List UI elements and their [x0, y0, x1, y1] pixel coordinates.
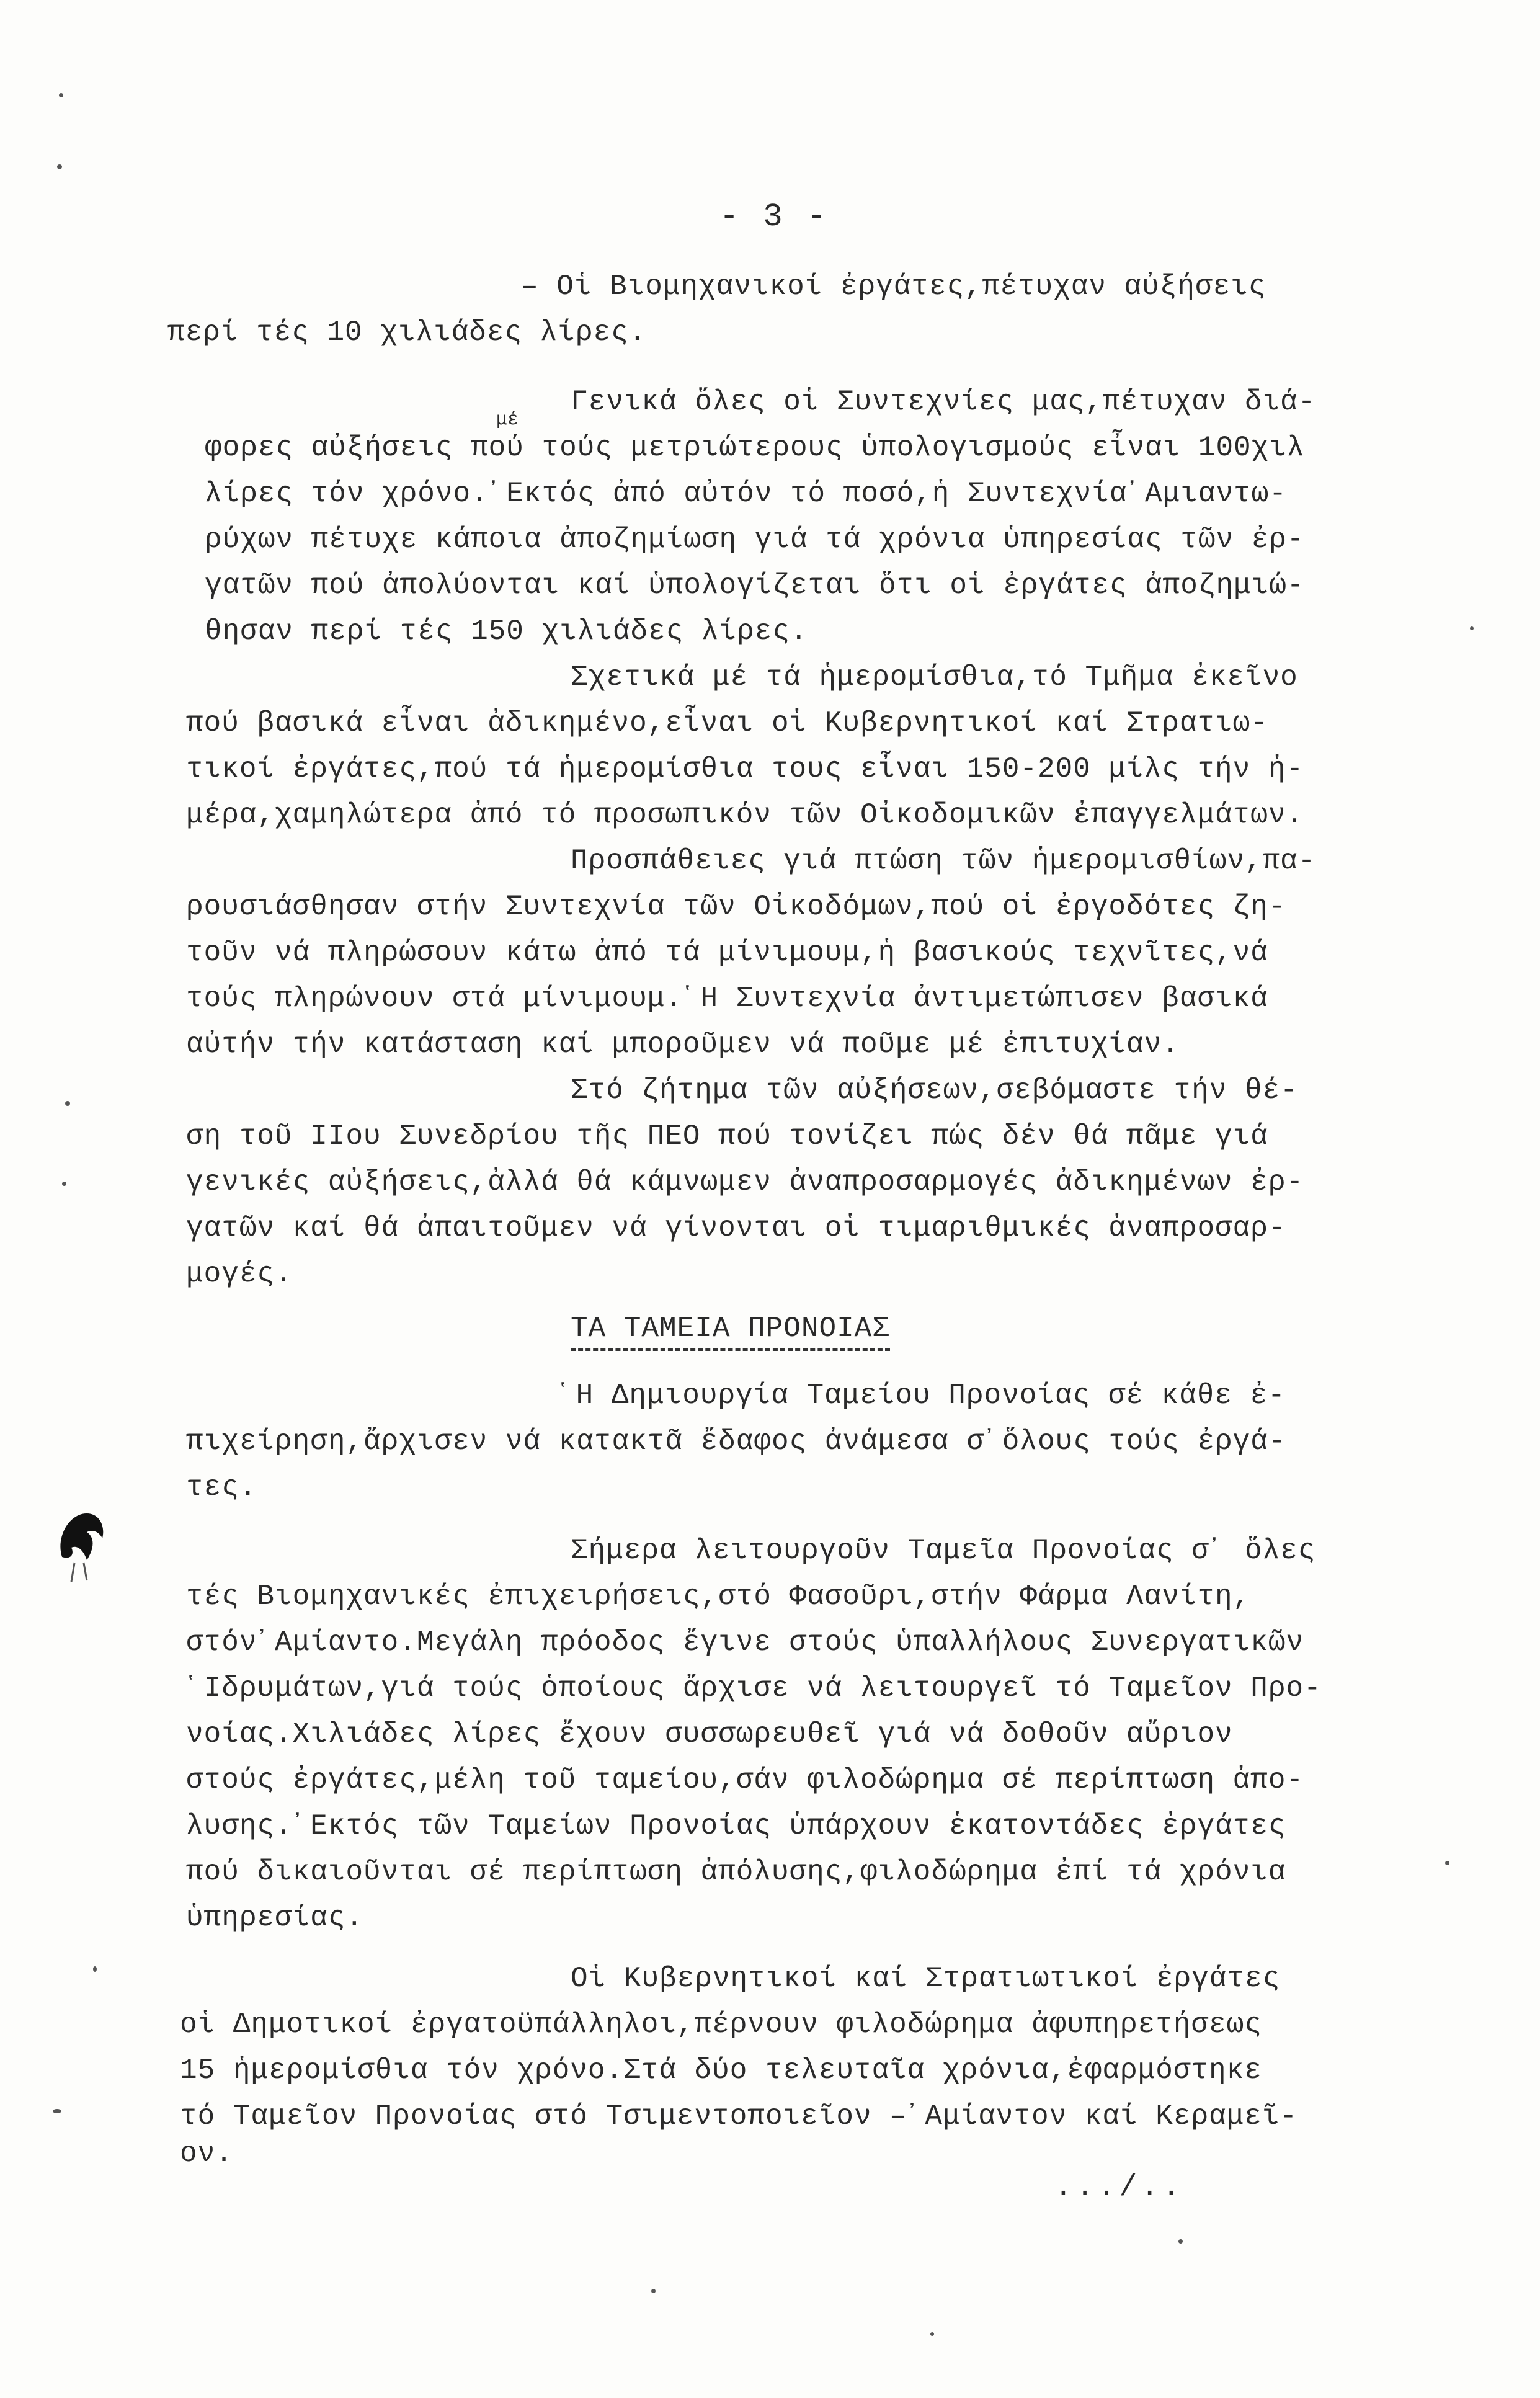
- speck: [53, 2109, 61, 2113]
- paragraph-line: μέρα,χαμηλώτερα ἀπό τό προσωπικόν τῶν Οἰκοδομικῶν ἐπαγγελμάτων.: [186, 799, 1304, 831]
- paragraph-line: τοῦν νά πληρώσουν κάτω ἀπό τά μίνιμουμ,ἡ βασικούς τεχνῖτες,νά: [186, 937, 1268, 969]
- speck: [65, 1101, 70, 1106]
- speck: [1470, 626, 1474, 630]
- paragraph-line: ῾Η Δημιουργία Ταμείου Προνοίας σέ κάθε ἐ-: [558, 1380, 1286, 1412]
- paragraph-line: ῾Ιδρυμάτων,γιά τούς ὁποίους ἄρχισε νά λειτουργεῖ τό Ταμεῖον Προ-: [186, 1672, 1322, 1705]
- speck: [57, 164, 62, 169]
- paragraph-line: γατῶν καί θά ἀπαιτοῦμεν νά γίνονται οἱ τιμαριθμικές ἀναπροσαρ-: [186, 1212, 1286, 1244]
- paragraph-line: περί τές 10 χιλιάδες λίρες.: [167, 316, 647, 349]
- continuation-mark: .../..: [1054, 2171, 1184, 2204]
- paragraph-line: αὐτήν τήν κατάσταση καί μποροῦμεν νά ποῦμε μέ ἐπιτυχίαν.: [186, 1028, 1180, 1061]
- speck: [62, 1182, 66, 1186]
- page-number: - 3 -: [719, 198, 829, 235]
- paragraph-line: Προσπάθειες γιά πτώση τῶν ἡμερομισθίων,πα-: [571, 845, 1316, 877]
- speck: [1178, 2239, 1183, 2244]
- paragraph-line: τό Ταμεῖον Προνοίας στό Τσιμεντοποιεῖον –᾿Αμίαντον καί Κεραμεῖ-: [180, 2100, 1298, 2133]
- interlinear-note: μέ: [496, 409, 519, 430]
- paragraph-line: 15 ἡμερομίσθια τόν χρόνο.Στά δύο τελευταῖα χρόνια,ἐφαρμόστηκε: [180, 2054, 1262, 2087]
- paragraph-line: – Οἱ Βιομηχανικοί ἐργάτες,πέτυχαν αὐξήσεις: [521, 270, 1266, 303]
- speck: [930, 2332, 934, 2336]
- speck: [651, 2289, 656, 2293]
- paragraph-line: πιχείρηση,ἄρχισεν νά κατακτᾶ ἔδαφος ἀνάμεσα σ᾿ὅλους τούς ἐργά-: [186, 1425, 1286, 1458]
- paragraph-line: Οἱ Κυβερνητικοί καί Στρατιωτικοί ἐργάτες: [571, 1963, 1281, 1995]
- paragraph-line: Στό ζήτημα τῶν αὐξήσεων,σεβόμαστε τήν θέ-: [571, 1074, 1298, 1107]
- speck: [93, 1966, 97, 1972]
- paragraph-line: λυσης.᾿Εκτός τῶν Ταμείων Προνοίας ὑπάρχουν ἑκατοντάδες ἐργάτες: [186, 1810, 1286, 1842]
- paragraph-line: πού δικαιοῦνται σέ περίπτωση ἀπόλυσης,φιλοδώρημα ἐπί τά χρόνια: [186, 1856, 1286, 1888]
- paragraph-line: ὑπηρεσίας.: [186, 1902, 364, 1934]
- paragraph-line: ση τοῦ ΙΙου Συνεδρίου τῆς ΠΕΟ πού τονίζει πώς δέν θά πᾶμε γιά: [186, 1120, 1268, 1152]
- paragraph-line: οἱ Δημοτικοί ἐργατοϋπάλληλοι,πέρνουν φιλοδώρημα ἀφυπηρετήσεως: [180, 2008, 1262, 2041]
- paragraph-line: τες.: [186, 1471, 257, 1504]
- paragraph-line: τούς πληρώνουν στά μίνιμουμ.῾Η Συντεχνία ἀντιμετώπισεν βασικά: [186, 983, 1268, 1015]
- speck: [59, 93, 63, 97]
- paragraph-line: Σχετικά μέ τά ἡμερομίσθια,τό Τμῆμα ἐκεῖνο: [571, 661, 1298, 693]
- paragraph-line: ον.: [180, 2137, 233, 2170]
- paragraph-line: ρύχων πέτυχε κάποια ἀποζημίωση γιά τά χρόνια ὑπηρεσίας τῶν ἐρ-: [205, 524, 1305, 556]
- paragraph-line: τικοί ἐργάτες,πού τά ἡμερομίσθια τους εἶναι 150-200 μίλς τήν ἡ-: [186, 753, 1304, 785]
- paragraph-line: θησαν περί τές 150 χιλιάδες λίρες.: [205, 615, 808, 648]
- paragraph-line: νοίας.Χιλιάδες λίρες ἔχουν συσσωρευθεῖ γιά νά δοθοῦν αὔριον: [186, 1718, 1233, 1750]
- paragraph-line: τές Βιομηχανικές ἐπιχειρήσεις,στό Φασοῦρι,στήν Φάρμα Λανίτη,: [186, 1580, 1251, 1613]
- section-heading: ΤΑ ΤΑΜΕΙΑ ΠΡΟΝΟΙΑΣ: [571, 1310, 890, 1351]
- paragraph-line: γατῶν πού ἀπολύονται καί ὑπολογίζεται ὅτι οἱ ἐργάτες ἀποζημιώ-: [205, 569, 1305, 602]
- paragraph-line: στούς ἐργάτες,μέλη τοῦ ταμείου,σάν φιλοδώρημα σέ περίπτωση ἀπο-: [186, 1764, 1304, 1796]
- paragraph-line: φορες αὐξήσεις πού τούς μετριώτερους ὑπολογισμούς εἶναι 100χιλ: [205, 432, 1305, 464]
- ink-blot-icon: [50, 1501, 124, 1588]
- speck: [1445, 1861, 1449, 1865]
- paragraph-line: στόν᾿Αμίαντο.Μεγάλη πρόοδος ἔγινε στούς ὑπαλλήλους Συνεργατικῶν: [186, 1626, 1304, 1659]
- paragraph-line: ρουσιάσθησαν στήν Συντεχνία τῶν Οἰκοδόμων,πού οἱ ἐργοδότες ζη-: [186, 891, 1286, 923]
- paragraph-line: Σήμερα λειτουργοῦν Ταμεῖα Προνοίας σ᾿ ὅλες: [571, 1535, 1316, 1567]
- paragraph-line: μογές.: [186, 1258, 293, 1290]
- paragraph-line: Γενικά ὅλες οἱ Συντεχνίες μας,πέτυχαν διά-: [571, 386, 1316, 418]
- paragraph-line: γενικές αὐξήσεις,ἀλλά θά κάμνωμεν ἀναπροσαρμογές ἀδικημένων ἐρ-: [186, 1166, 1304, 1198]
- paragraph-line: λίρες τόν χρόνο.᾿Εκτός ἀπό αὐτόν τό ποσό,ἡ Συντεχνία᾿Αμιαντω-: [205, 478, 1287, 510]
- paragraph-line: πού βασικά εἶναι ἀδικημένο,εἶναι οἱ Κυβερνητικοί καί Στρατιω-: [186, 707, 1268, 739]
